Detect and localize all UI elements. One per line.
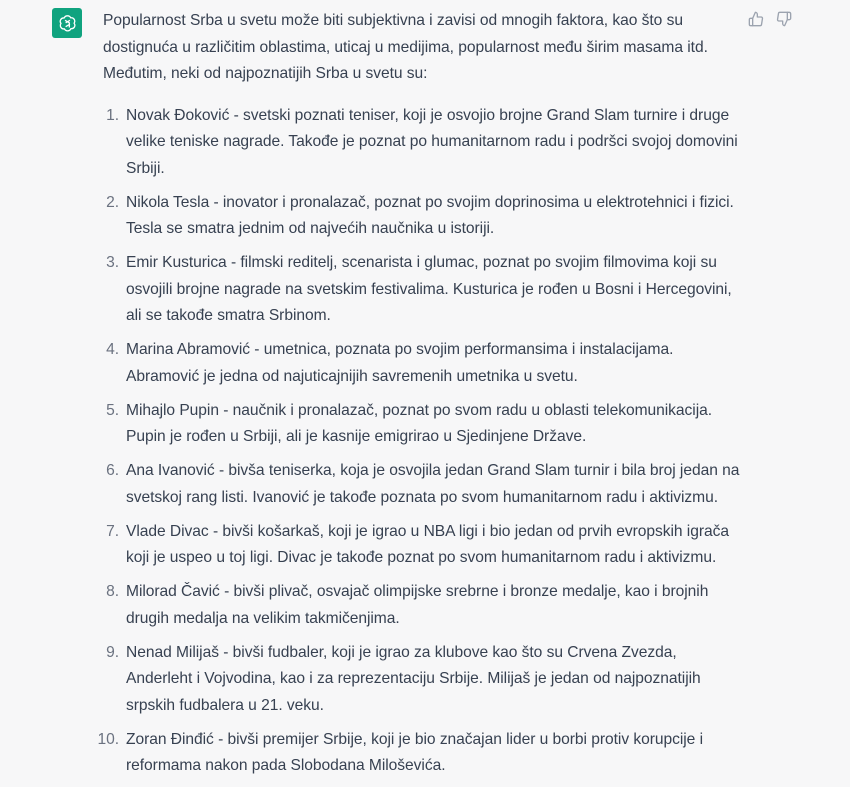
list-item-text: Nikola Tesla - inovator i pronalazač, poznat po svojim doprinosima u elektrotehnici i fizici. Tesla se smatra jednim od najvećih naučnika u istoriji. — [126, 193, 734, 237]
assistant-avatar — [52, 8, 82, 38]
list-item-number: 9. — [106, 643, 119, 661]
list-item — [103, 103, 743, 183]
list-item-text: Marina Abramović - umetnica, poznata po svojim performansima i instalacijama. Abramović je jedna od najuticajnijih savremenih umetnika u svetu. — [126, 341, 674, 385]
list-item-number: 6. — [106, 462, 119, 479]
list-item — [103, 579, 743, 632]
thumbs-up-icon — [748, 11, 764, 27]
list-item-text: Vlade Divac - bivši košarkaš, koji je igrao u NBA ligi i bio jedan od prvih evropskih igrača koji je uspeo u toj ligi. Divac je takođe poznat po svom humanitarnom radu i aktivizmu. — [126, 522, 729, 566]
list-item — [103, 458, 743, 511]
list-item-text: Novak Đoković - svetski poznati teniser, koji je osvojio brojne Grand Slam turnire i druge velike teniske nagrade. Takođe je poznat po humanitarnom radu i podršci svojoj domovini Srbiji. — [126, 106, 738, 177]
thumbs-up-button[interactable] — [748, 11, 764, 27]
list-item-number: 2. — [106, 193, 119, 211]
thumbs-down-icon — [776, 11, 792, 27]
list-item-number: 7. — [106, 522, 119, 540]
list-item-text: Mihajlo Pupin - naučnik i pronalazač, poznat po svom radu u oblasti telekomunikacija. Pupin je rođen u Srbiji, ali je kasnije emigrirao u Sjedinjene Države. — [126, 401, 713, 445]
list-item — [103, 519, 743, 572]
list-item-text: Milorad Čavić - bivši plivač, osvajač olimpijske srebrne i bronze medalje, kao i brojnih drugih medalja na velikim takmičenjima. — [126, 583, 709, 627]
list-item — [103, 398, 743, 451]
list-item-text: Zoran Đinđić - bivši premijer Srbije, koji je bio značajan lider u borbi protiv korupcije i reformama nakon pada Slobodana Miloševića. — [126, 730, 703, 774]
list-item-number: 4. — [106, 341, 119, 358]
list-item-number: 10. — [97, 730, 119, 748]
intro-paragraph: Popularnost Srba u svetu može biti subjektivna i zavisi od mnogih faktora, kao što su dostignuća u različitim oblastima, uticaj u medijima, popularnost među širim masama itd. Međutim, neki od najpoznatijih Srba u svetu su: — [103, 12, 708, 82]
list-item-text: Emir Kusturica - filmski reditelj, scenarista i glumac, poznat po svojim filmovima koji su osvojili brojne nagrade na svetskim festivalima. Kusturica je rođen u Bosni i Hercegovini, ali se takođe smatra Srbinom. — [126, 254, 732, 324]
list-item — [97, 727, 743, 780]
list-item — [103, 190, 743, 243]
list-item-text: Nenad Milijaš - bivši fudbaler, koji je igrao za klubove kao što su Crvena Zvezda, Anderleht i Vojvodina, kao i za reprezentaciju Srbije. Milijaš je jedan od najpoznatijih srpskih fudbalera u 21. veku. — [126, 643, 701, 714]
answer-list — [97, 103, 743, 780]
thumbs-down-button[interactable] — [776, 11, 792, 27]
list-item — [103, 337, 743, 390]
list-item-number: 8. — [106, 583, 119, 600]
list-item-text: Ana Ivanović - bivša teniserka, koja je osvojila jedan Grand Slam turnir i bila broj jedan na svetskoj rang listi. Ivanović je takođe poznata po svom humanitarnom radu i aktivizmu. — [126, 462, 740, 506]
list-item — [103, 640, 743, 720]
feedback-controls — [748, 11, 792, 27]
list-item-number: 1. — [106, 106, 119, 124]
openai-logo-icon — [57, 13, 78, 34]
list-item-number: 3. — [106, 254, 119, 271]
list-item — [103, 250, 743, 330]
message-content — [97, 8, 743, 787]
list-item-number: 5. — [106, 401, 119, 419]
